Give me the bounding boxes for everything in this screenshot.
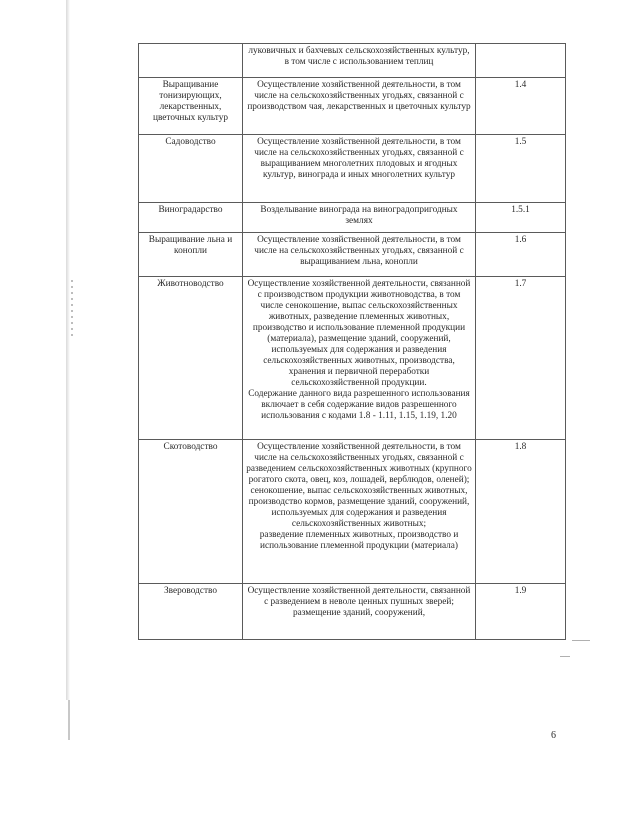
description-paragraph: Осуществление хозяйственной деятельности, в том числе на сельскохозяйственных угодьях, связанной с разведением сельскохозяйственных животных (крупного рогатого скота, овец, коз, лошадей, верблюдов, оленей);: [246, 442, 472, 485]
use-description-cell: [243, 203, 476, 233]
use-name-cell: Садоводство: [139, 135, 243, 203]
table-row: [139, 135, 566, 203]
description-paragraph: Осуществление хозяйственной деятельности, в том числе на сельскохозяйственных угодьях, связанной с выращиванием многолетних плодовых и ягодных культур, винограда и иных многолетних культур: [254, 137, 464, 180]
use-code-cell: 1.5.1: [476, 203, 566, 233]
table-row: [139, 203, 566, 233]
table-row: [139, 78, 566, 135]
table-row: [139, 44, 566, 78]
description-paragraph: луковичных и бахчевых сельскохозяйственных культур, в том числе с использованием теплиц: [248, 46, 470, 67]
binding-marks: [71, 280, 73, 340]
use-name-cell: Животноводство: [139, 277, 243, 440]
table-body: [139, 44, 566, 640]
table-row: [139, 440, 566, 584]
description-paragraph: размещение зданий, сооружений,: [292, 607, 426, 618]
use-code-cell: [476, 44, 566, 78]
description-paragraph: Возделывание винограда на виноградопригодных землях: [260, 205, 458, 226]
table-row: [139, 584, 566, 640]
description-paragraph: Осуществление хозяйственной деятельности, связанной с производством продукции животноводства, в том числе сенокошение, выпас сельскохозяйственных животных, разведение племенных животных, производство и использование племенной продукции (материала), размещение зданий, сооружений, используемых для содержания и разведения сельскохозяйственных животных, производства, хранения и первичной переработки сельскохозяйственной продукции.: [247, 279, 471, 388]
use-description-cell: [243, 233, 476, 277]
table-row: [139, 277, 566, 440]
use-name-cell: Скотоводство: [139, 440, 243, 584]
description-paragraph: Осуществление хозяйственной деятельности, в том числе на сельскохозяйственных угодьях, связанной с производством чая, лекарственных и цветочных культур: [247, 80, 471, 112]
use-description-cell: [243, 78, 476, 135]
use-code-cell: 1.6: [476, 233, 566, 277]
description-paragraph: сенокошение, выпас сельскохозяйственных животных, производство кормов, размещение зданий, сооружений, используемых для содержания и разведения сельскохозяйственных животных;: [248, 485, 470, 529]
use-code-cell: 1.8: [476, 440, 566, 584]
use-name-cell: Выращивание льна и конопли: [139, 233, 243, 277]
use-description-cell: [243, 135, 476, 203]
use-description-cell: [243, 277, 476, 440]
description-paragraph: Осуществление хозяйственной деятельности, в том числе на сельскохозяйственных угодьях, связанной с выращиванием льна, конопли: [254, 235, 464, 267]
binding-shadow: [66, 0, 70, 700]
use-code-cell: 1.9: [476, 584, 566, 640]
scan-artifact: [560, 656, 570, 657]
table-row: [139, 233, 566, 277]
page-number: 6: [551, 730, 556, 741]
description-paragraph: Осуществление хозяйственной деятельности, связанной с разведением в неволе ценных пушных зверей;: [247, 586, 471, 607]
use-code-cell: 1.7: [476, 277, 566, 440]
description-paragraph: Содержание данного вида разрешенного использования включает в себя содержание видов разрешенного использования с кодами 1.8 - 1.11, 1.15, 1.19, 1.20: [248, 388, 470, 421]
use-description-cell: [243, 440, 476, 584]
use-name-cell: Звероводство: [139, 584, 243, 640]
use-code-cell: 1.5: [476, 135, 566, 203]
use-description-cell: [243, 44, 476, 78]
use-name-cell: [139, 44, 243, 78]
land-use-table: [138, 43, 566, 640]
description-paragraph: разведение племенных животных, производство и использование племенной продукции (материала): [259, 529, 459, 551]
use-name-cell: Выращивание тонизирующих, лекарственных, цветочных культур: [139, 78, 243, 135]
scan-artifact: [68, 700, 70, 740]
use-name-cell: Виноградарство: [139, 203, 243, 233]
scan-artifact: [572, 640, 590, 641]
use-description-cell: [243, 584, 476, 640]
use-code-cell: 1.4: [476, 78, 566, 135]
